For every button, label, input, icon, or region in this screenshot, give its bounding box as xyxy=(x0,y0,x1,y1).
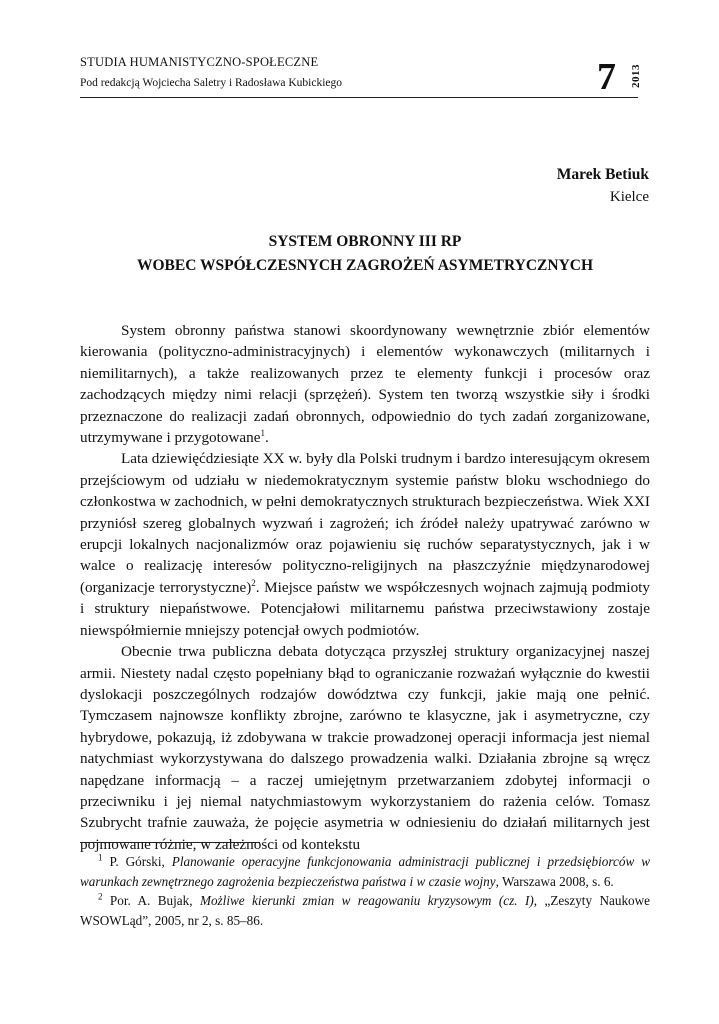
footnotes xyxy=(80,852,650,930)
article-title-line-1: SYSTEM OBRONNY III RP xyxy=(268,233,462,250)
article-body xyxy=(80,320,650,855)
paragraph-2: Lata dziewięćdziesiąte XX w. były dla Polski trudnym i bardzo interesującym okresem przejściowym od udziału w niedemokratycznym systemie państw bloku wschodniego do członkostwa w zachodnich, w pełni demokratycznych strukturach bezpieczeństwa. Wiek XXI przyniósł szereg globalnych wyzwań i zagrożeń; ich źródeł należy upatrywać zarówno w erupcji lokalnych nacjonalizmów oraz pojawieniu się ruchów separatystycznych, jak i w walce o realizację interesów polityczno-religijnych na płaszczyźnie międzynarodowej (organizacje terrorystyczne)$^2$. Miejsce państw we współczesnych wojnach zajmują podmioty i struktury niepaństwowe. Potencjałowi militarnemu państwa przeciwstawiony zostaje niewspółmiernie mniejszy potencjał owych podmiotów. xyxy=(80,450,650,639)
author-name: Marek Betiuk xyxy=(556,166,649,183)
footnote-1: $^1$ P. Górski, Planowanie operacyjne funkcjonowania administracji publicznej i przedsiębiorców w warunkach zewnętrznego zagrożenia bezpieczeństwa państwa i w czasie wojny, Warszawa 2008, s. 6. xyxy=(80,852,651,889)
author-city: Kielce xyxy=(609,189,649,205)
footnote-rule xyxy=(80,842,260,843)
footnote-ref-1[interactable]: 1 xyxy=(260,427,265,438)
header-rule xyxy=(80,97,638,98)
journal-title: STUDIA HUMANISTYCZNO-SPOŁECZNE xyxy=(80,55,319,69)
volume-number: 7 xyxy=(597,56,616,98)
article-title-line-2: WOBEC WSPÓŁCZESNYCH ZAGROŻEŃ ASYMETRYCZNYCH xyxy=(136,257,594,274)
volume-year: 2013 xyxy=(630,64,642,88)
footnote-ref-2[interactable]: 2 xyxy=(251,577,256,588)
paragraph-1: System obronny państwa stanowi skoordynowany wewnętrznie zbiór elementów kierowania (polityczno-administracyjnych) i elementów wykonawczych (militarnych i niemilitarnych), a także realizowanych przez te elementy funkcji i procesów oraz zachodzących między nimi relacji (sprzężeń). System ten tworzą wszystkie siły i środki przeznaczone do realizacji zadań obronnych, odpowiednio do tych zadań zorganizowane, utrzymywane i przygotowane$^1$. xyxy=(80,322,650,447)
editors-line: Pod redakcją Wojciecha Saletry i Radosława Kubickiego xyxy=(80,77,343,89)
footnote-2: $^2$ Por. A. Bujak, Możliwe kierunki zmian w reagowaniu kryzysowym (cz. I), „Zeszyty Naukowe WSOWLąd”, 2005, nr 2, s. 85–86. xyxy=(80,891,651,928)
paragraph-3: Obecnie trwa publiczna debata dotycząca przyszłej struktury organizacyjnej naszej armii. Niestety nadal często popełniany błąd to ograniczanie rozważań wyłącznie do kwestii dyslokacji poszczególnych rodzajów dowództwa czy funkcji, jakie mają one pełnić. Tymczasem najnowsze konflikty zbrojne, zarówno te klasyczne, jak i asymetryczne, czy hybrydowe, pokazują, iż zdobywana w trakcie prowadzonej operacji informacja jest niemal natychmiast wykorzystywana do dalszego prowadzenia walki. Działania zbrojne są wręcz napędzane informacją – a raczej umiejętnym przetwarzaniem zdobytej informacji o przeciwniku i jej niemal natychmiastowym wykorzystaniem do rażenia celów. Tomasz Szubrycht trafnie zauważa, że pojęcie asymetria w odniesieniu do działań militarnych jest pojmowane różnie, w zależności od kontekstu xyxy=(80,643,650,853)
